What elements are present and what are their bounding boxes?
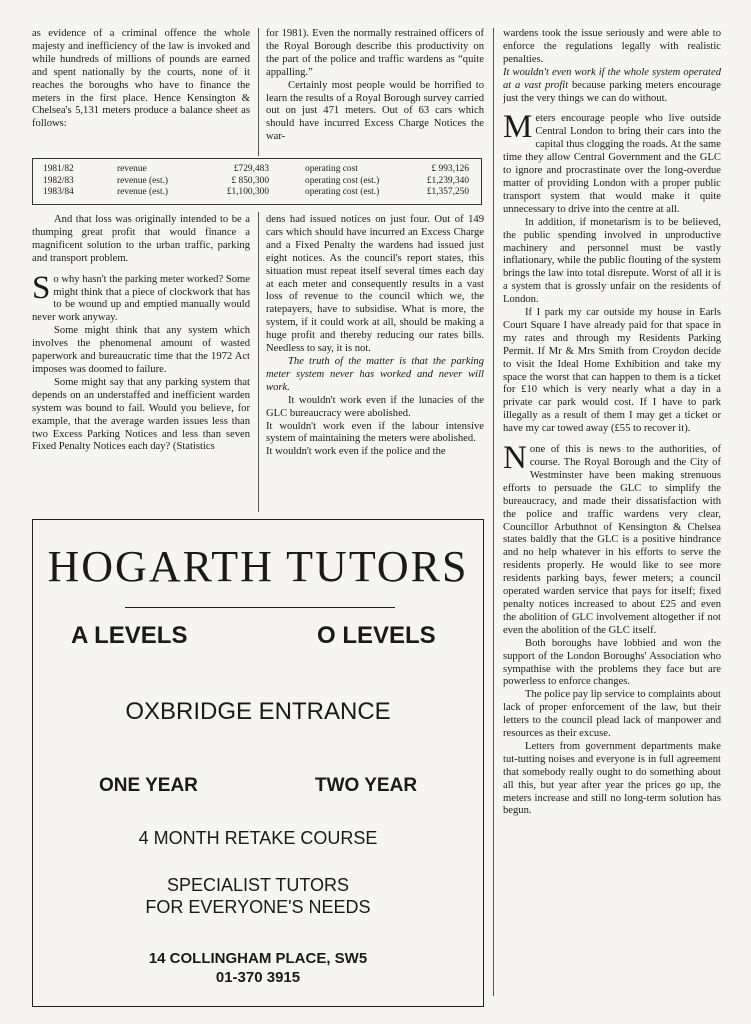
article-col3 — [503, 28, 721, 996]
table-cell-revenue: £ 850,300 — [231, 175, 269, 186]
table-cell-cost-label: operating cost (est.) — [305, 175, 380, 186]
table-cell-revenue: £729,483 — [233, 164, 269, 174]
table-cell-revenue-label: revenue — [117, 164, 147, 174]
column-divider — [258, 212, 259, 512]
article-paragraph: Letters from government departments make tut-tutting noises and everyone is in full agreement that somebody really ought to do something about all this, but year after year the prices go up, the meters increase and still no long-term solution has begun. — [503, 740, 721, 817]
table-cell-revenue-label: revenue (est.) — [117, 187, 169, 197]
o-levels-label: O LEVELS — [317, 622, 436, 649]
one-year-label: ONE YEAR — [99, 775, 198, 796]
table-cell-cost: £1,357,250 — [426, 187, 469, 197]
table-cell-revenue: £1,100,300 — [226, 187, 269, 197]
article-paragraph: for 1981). Even the normally restrained officers of the Royal Borough describe this productivity on the part of the police and traffic wardens as “quite appalling.” — [266, 28, 484, 78]
advert-title: HOGARTH TUTORS — [47, 542, 469, 591]
advert-address: 14 COLLINGHAM PLACE, SW5 — [148, 950, 368, 967]
article-paragraph: Certainly most people would be horrified to learn the results of a Royal Borough survey carried out on just 471 meters. Out of 63 cars which should have incurred Excess Charge Notices the war- — [266, 79, 484, 143]
article-paragraph-dropcap: Meters encourage people who live outside Central London to bring their cars into the capital thus clogging the roads. At the same time they allow Central Government and the GLC to ignore and procrastinate over the long-overdue matter of providing London with a proper public transport system that would make it quite unnecessary to drive into the centre at all. — [503, 109, 721, 215]
revenue-table — [32, 158, 482, 205]
article-col1-lower — [32, 214, 250, 514]
table-cell-revenue-label: revenue (est.) — [117, 175, 169, 186]
table-cell-cost: £1,239,340 — [426, 175, 469, 186]
table-cell-year: 1981/82 — [43, 164, 74, 174]
article-paragraph: If I park my car outside my house in Earls Court Square I have already paid for that space in my rates and through my Residents Parking Permit. If Mr & Mrs Smith from Croydon decide to visit the Ideal Home Exhibition and take my space the worst that can happen to them is a ticket for £10 which is very nearly what a day in a private car park would cost. If I have to park illegally as a result of them I may get a ticket or have my car towed away (£55 to recover it). — [503, 307, 721, 435]
specialist-tutors-block — [33, 874, 483, 918]
article-paragraph: And that loss was originally intended to be a thumping great profit that would finance a magnificent solution to the urban traffic, parking and transport problem. — [32, 214, 250, 264]
column-divider — [258, 28, 259, 156]
advert-phone: 01-370 3915 — [215, 969, 301, 986]
article-paragraph-dropcap: None of this is news to the authorities, of course. The Royal Borough and the City of Westminster have been making strenuous efforts to persuade the GLC to simplify the bureaucracy, and made their dissatisfaction with the police and traffic wardens very clear, Councillor Arbuthnot of Kensington & Chelsea states baldly that the GLC is a positive hindrance and no help whatever in his efforts to serve the residents properly. He would like to see more residents parking bays, fewer meters; a council operated warden service that pays for itself; fixed penalty notices increased to about £25 and even the abolition of GLC involvement altogether if not even the abolition of the GLC itself. — [503, 440, 721, 636]
column-divider — [493, 28, 494, 996]
article-paragraph: Both boroughs have lobbied and won the support of the London Boroughs' Association who sympathise with the problems they face but are powerless to enforce changes. — [503, 637, 721, 688]
retake-course-label: 4 MONTH RETAKE COURSE — [138, 828, 378, 848]
article-paragraph-dropcap: So why hasn't the parking meter worked? Some might think that a piece of clockwork that has to be wound up and emptied manually would never work anyway. — [32, 269, 250, 324]
table-cell-year: 1983/84 — [43, 187, 74, 197]
paragraph-text: because parking meters encourage just the very things we can do without. — [503, 79, 721, 104]
article-col1-top — [32, 28, 250, 154]
article-paragraph: It wouldn't work even if the lunacies of the GLC bureaucracy were abolished. — [266, 394, 484, 419]
article-paragraph: It wouldn't work even if the police and the — [266, 446, 446, 458]
table-cell-cost-label: operating cost (est.) — [305, 187, 380, 197]
table-cell-year: 1982/83 — [43, 175, 74, 186]
article-paragraph: Some might say that any parking system that depends on an understaffed and inefficient warden system was bound to fail. Would you believe, for example, that the average warden issues less than two Excess Parking Notices and less than seven Fixed Penalty Notices each day? (Statistics — [32, 376, 250, 453]
two-year-label: TWO YEAR — [315, 775, 418, 796]
article-paragraph: The police pay lip service to complaints about lack of proper enforcement of the law, but their letters to the council plead lack of manpower and resources as their excuse. — [503, 689, 721, 740]
table-cell-cost-label: operating cost — [305, 164, 358, 174]
a-levels-label: A LEVELS — [71, 622, 188, 649]
table-row — [33, 175, 481, 187]
article-col2-lower — [266, 214, 484, 514]
article-paragraph: dens had issued notices on just four. Out of 149 cars which should have incurred an Excess Charge and a Fixed Penalty the wardens had issued just eight notices. As the council's report states, this situation must repeat itself several times each day at each meter and consequently results in a vast loss of revenue to the council which we, the ratepayers, have to subsidise. What is more, the system, if it could work at all, should be making a huge profit and thereby reducing our rates bills. Needless to say, it is not. — [266, 214, 484, 355]
article-col2-top — [266, 28, 484, 154]
table-row — [33, 163, 481, 175]
table-cell-cost: £ 993,126 — [431, 164, 469, 174]
table-row — [33, 186, 481, 198]
article-paragraph: wardens took the issue seriously and were able to enforce the regulations legally with realistic penalties. — [503, 28, 721, 65]
specialist-line-2: FOR EVERYONE'S NEEDS — [145, 897, 371, 917]
article-paragraph-mixed — [503, 67, 721, 106]
article-paragraph: In addition, if monetarism is to be believed, the public spending involved in unproductive machinery and personnel must be vastly inflationary, while the public flouting of the system brings the law into total disrepute. Worst of all it is a system that is grossly unfair on the residents of London. — [503, 216, 721, 306]
italic-text: The truth of the matter is that the parking meter system never has worked and never will work. — [266, 355, 484, 393]
italic-text: It wouldn't even work if the whole system operated at a vast profit — [503, 66, 721, 91]
article-paragraph-italic — [266, 356, 484, 395]
advert-divider — [125, 607, 395, 608]
hogarth-tutors-advert — [32, 519, 484, 1007]
oxbridge-entrance-label: OXBRIDGE ENTRANCE — [125, 698, 391, 725]
advert-contact — [33, 949, 483, 987]
article-paragraph: as evidence of a criminal offence the whole majesty and inefficiency of the law is invoked and while hundreds of millions of pounds are earned and spent nationally by the courts, none of it reaches the boroughs who have to finance the meters in the first place. Hence Kensington & Chelsea's 5,131 meters produce a balance sheet as follows: — [32, 28, 250, 130]
article-paragraph: Some might think that any system which involves the phenomenal amount of wasted paperwork and bureaucratic time that the 1972 Act imposes was doomed to failure. — [32, 325, 250, 375]
article-paragraph: It wouldn't work even if the labour intensive system of maintaining the meters were abolished. — [266, 420, 484, 445]
specialist-line-1: SPECIALIST TUTORS — [166, 875, 350, 895]
